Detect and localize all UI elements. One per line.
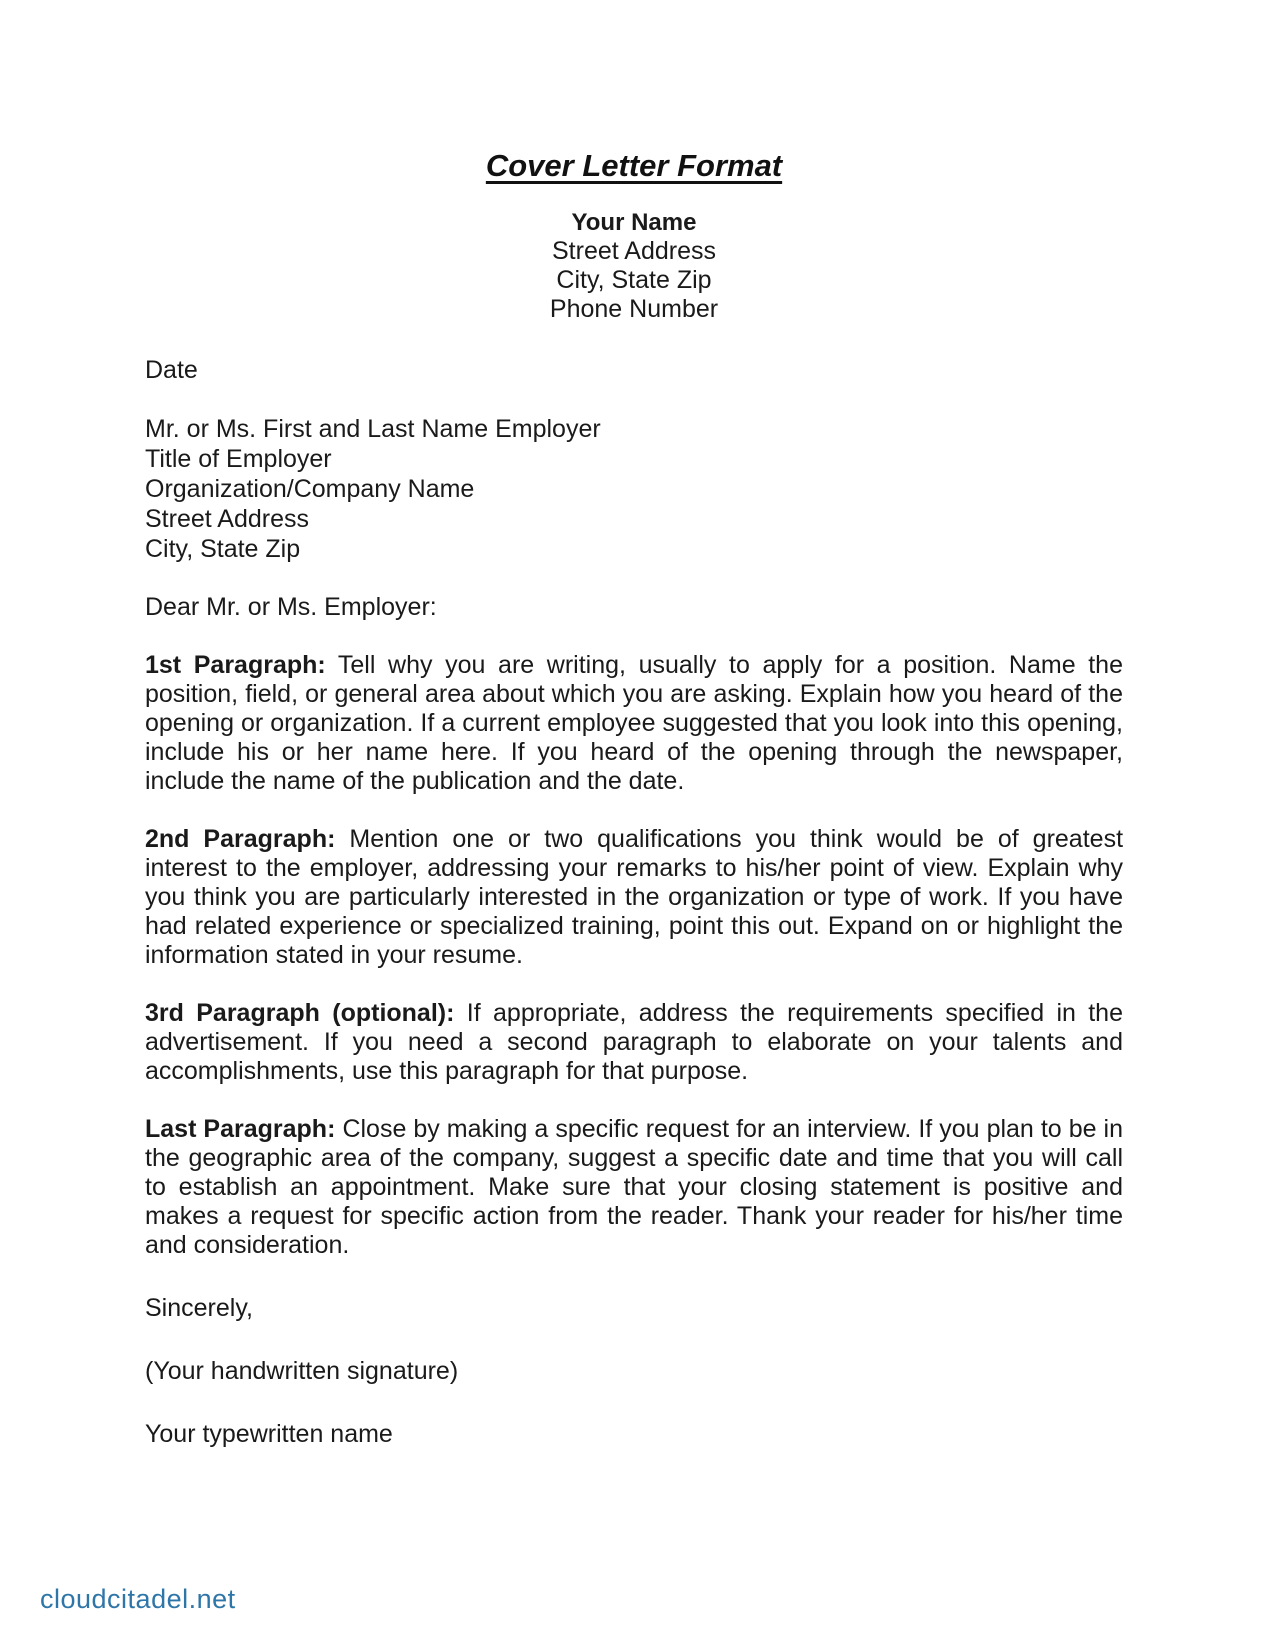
paragraph-3-label: 3rd Paragraph (optional):	[145, 999, 455, 1027]
recipient-street-address: Street Address	[145, 505, 309, 533]
paragraph-3	[145, 999, 1123, 1086]
sender-name: Your Name	[571, 209, 697, 236]
salutation: Dear Mr. or Ms. Employer:	[145, 593, 437, 621]
watermark-site-name: cloudcitadel.net	[40, 1584, 236, 1614]
typed-name-placeholder: Your typewritten name	[145, 1420, 393, 1448]
recipient-name: Mr. or Ms. First and Last Name Employer	[145, 415, 601, 443]
sender-block	[145, 208, 1123, 324]
recipient-city-state-zip: City, State Zip	[145, 535, 301, 563]
sender-city-state-zip: City, State Zip	[556, 266, 712, 294]
handwritten-signature-placeholder: (Your handwritten signature)	[145, 1357, 459, 1385]
paragraph-1	[145, 651, 1123, 796]
paragraph-3-text: If appropriate, address the requirements specified in the advertisement. If you need a second paragraph to elaborate on your talents and accomplishments, use this paragraph for that purpose.	[145, 999, 1123, 1085]
recipient-block	[145, 414, 1123, 564]
recipient-organization: Organization/Company Name	[145, 475, 475, 503]
date-placeholder: Date	[145, 356, 198, 384]
closing: Sincerely,	[145, 1294, 253, 1322]
recipient-title: Title of Employer	[145, 445, 332, 473]
paragraph-last-label: Last Paragraph:	[145, 1115, 336, 1143]
paragraph-1-label: 1st Paragraph:	[145, 651, 326, 679]
paragraph-2-label: 2nd Paragraph:	[145, 825, 336, 853]
paragraph-1-text: Tell why you are writing, usually to apply for a position. Name the position, field, or general area about which you are asking. Explain how you heard of the opening or organization. If a current employee suggested that you look into this opening, include his or her name here. If you heard of the opening through the newspaper, include the name of the publication and the date.	[145, 651, 1123, 795]
paragraph-2-text: Mention one or two qualifications you think would be of greatest interest to the employer, addressing your remarks to his/her point of view. Explain why you think you are particularly interested in the organization or type of work. If you have had related experience or specialized training, point this out. Expand on or highlight the information stated in your resume.	[145, 825, 1124, 969]
paragraph-last	[145, 1115, 1123, 1260]
paragraph-2	[145, 825, 1123, 970]
page-title: Cover Letter Format	[485, 148, 783, 183]
paragraph-last-text: Close by making a specific request for an interview. If you plan to be in the geographic area of the company, suggest a specific date and time that you will call to establish an appointment. Make sure that your closing statement is positive and makes a request for specific action from the reader. Thank your reader for his/her time and consideration.	[145, 1115, 1123, 1259]
sender-phone-number: Phone Number	[549, 295, 719, 323]
sender-street-address: Street Address	[552, 237, 716, 265]
